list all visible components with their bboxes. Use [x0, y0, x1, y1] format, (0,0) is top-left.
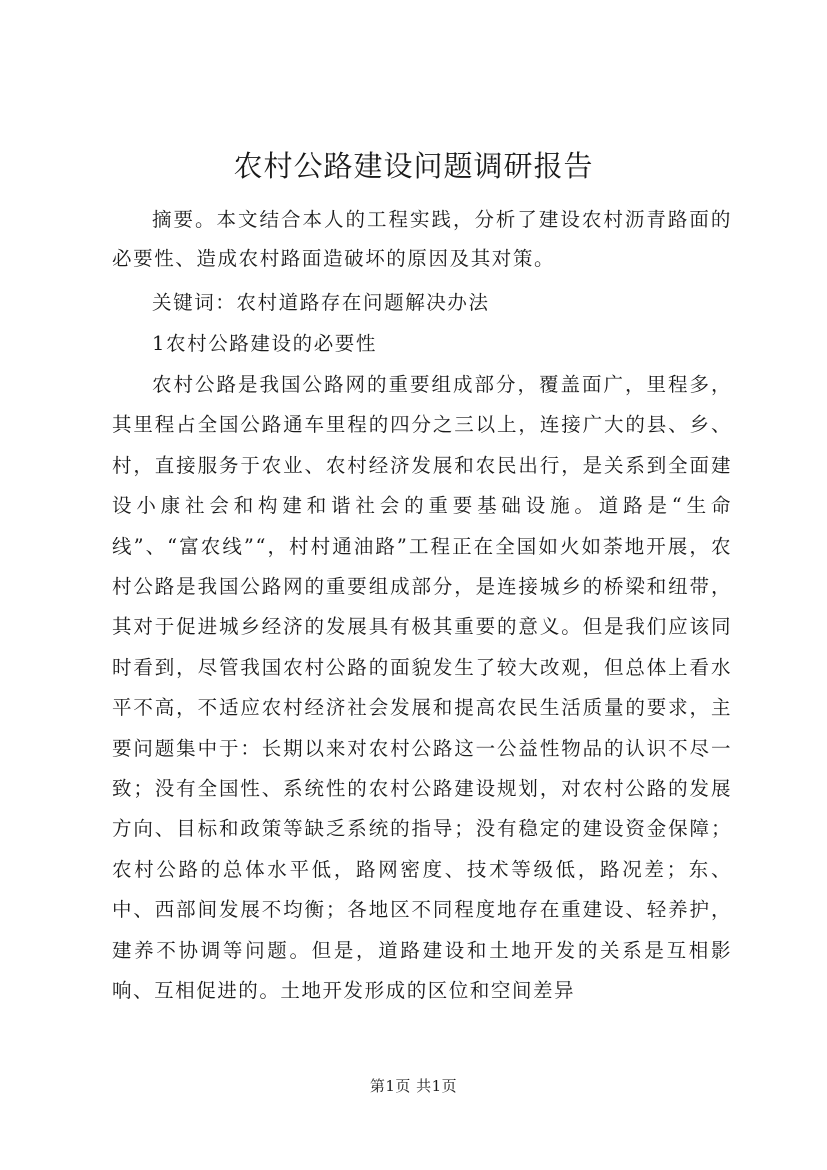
document-title: 农村公路建设问题调研报告	[233, 149, 594, 183]
section-heading: 1农村公路建设的必要性	[152, 332, 378, 355]
keywords-paragraph: 关键词：农村道路存在问题解决办法	[152, 291, 490, 314]
body-paragraph: 农村公路是我国公路网的重要组成部分，覆盖面广，里程多，其里程占全国公路通车里程的四分之三以上，连接广大的县、乡、村，直接服务于农业、农村经济发展和农民出行，是关系到全面建设小康社会和构建和谐社会的重要基础设施。道路是“生命线”、“富农线”“，村村通油路”工程正在全国如火如荼地开展，农村公路是我国公路网的重要组成部分，是连接城乡的桥梁和纽带，其对于促进城乡经济的发展具有极其重要的意义。但是我们应该同时看到，尽管我国农村公路的面貌发生了较大改观，但总体上看水平不高，不适应农村经济社会发展和提高农民生活质量的要求，主要问题集中于：长期以来对农村公路这一公益性物品的认识不尽一致；没有全国性、系统性的农村公路建设规划，对农村公路的发展方向、目标和政策等缺乏系统的指导；没有稳定的建设资金保障；农村公路的总体水平低，路网密度、技术等级低，路况差；东、中、西部间发展不均衡；各地区不同程度地存在重建设、轻养护，建养不协调等问题。但是，道路建设和土地开发的关系是互相影响、互相促进的。土地开发形成的区位和空间差异	[112, 373, 732, 1003]
abstract-paragraph: 摘要。本文结合本人的工程实践，分析了建设农村沥青路面的必要性、造成农村路面造破坏的原因及其对策。	[112, 208, 732, 270]
page-footer: 第1页 共1页	[369, 1077, 458, 1095]
